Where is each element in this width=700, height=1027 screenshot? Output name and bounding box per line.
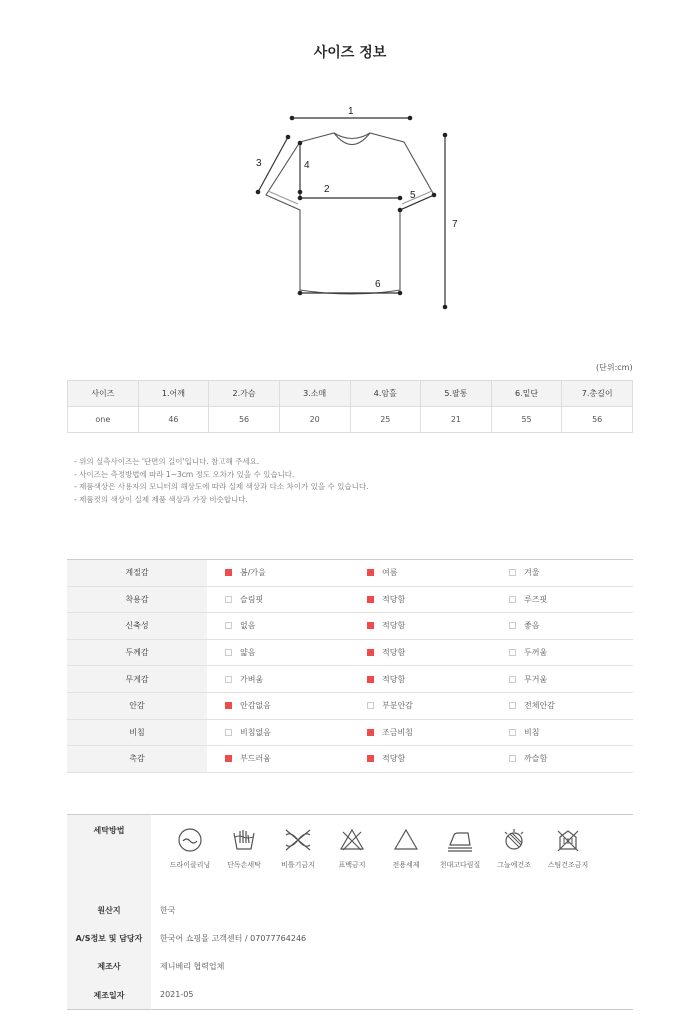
feel-row-label: 착용감 xyxy=(67,586,207,613)
tshirt-outline xyxy=(266,133,434,294)
feel-row-label: 비침 xyxy=(67,719,207,746)
feel-option xyxy=(207,560,349,587)
table-row xyxy=(67,746,633,773)
note-line: - 사이즈는 측정방법에 따라 1~3cm 정도 오차가 있을 수 있습니다. xyxy=(74,469,295,479)
icon-label: 비틀기금지 xyxy=(281,861,315,869)
checked-box-icon xyxy=(367,676,374,683)
manufacture-date-value: 2021-05 xyxy=(160,990,194,999)
feel-row-label: 신축성 xyxy=(67,613,207,640)
icon-label: 전용세제 xyxy=(392,861,420,869)
feel-option xyxy=(349,746,491,773)
checked-box-icon xyxy=(367,622,374,629)
feel-row-label: 촉감 xyxy=(67,746,207,773)
hand-wash-icon xyxy=(214,827,274,870)
feel-option-label: 적당함 xyxy=(382,674,406,684)
feel-option xyxy=(349,692,491,719)
feel-option xyxy=(349,719,491,746)
feel-option xyxy=(207,692,349,719)
diagram-label-4: 4 xyxy=(304,160,310,171)
unit-label: (단위:cm) xyxy=(596,363,633,372)
feel-option xyxy=(207,613,349,640)
shade-dry-icon xyxy=(484,827,544,870)
feel-option xyxy=(349,613,491,640)
fabric-feel-table xyxy=(67,559,633,773)
feel-option-label: 조금비침 xyxy=(382,727,413,737)
measure-lines xyxy=(258,118,445,307)
feel-option-label: 두꺼움 xyxy=(524,648,548,658)
feel-option-label: 좋음 xyxy=(524,621,540,631)
diagram-label-3: 3 xyxy=(256,158,262,169)
icon-label: 스팀건조금지 xyxy=(547,861,589,869)
feel-option-label: 루즈핏 xyxy=(524,594,548,604)
feel-option-label: 부드러움 xyxy=(240,754,271,764)
table-row xyxy=(67,666,633,693)
table-row xyxy=(67,586,633,613)
table-row xyxy=(68,407,633,433)
feel-option xyxy=(207,746,349,773)
size-header: 4.암홀 xyxy=(350,381,421,407)
table-row xyxy=(67,613,633,640)
feel-option-label: 안감없음 xyxy=(240,701,271,711)
checked-box-icon xyxy=(367,729,374,736)
size-cell: 56 xyxy=(562,407,633,433)
feel-option xyxy=(491,692,633,719)
feel-option-label: 여름 xyxy=(382,568,398,578)
diagram-label-6: 6 xyxy=(375,279,381,290)
feel-row-label: 계절감 xyxy=(67,560,207,587)
checked-box-icon xyxy=(225,702,232,709)
dry-clean-icon xyxy=(160,827,220,870)
feel-option-label: 얇음 xyxy=(240,648,256,658)
icon-label: 드라이클리닝 xyxy=(169,861,211,869)
unchecked-box-icon xyxy=(225,596,232,603)
size-cell: 20 xyxy=(279,407,350,433)
size-header: 6.밑단 xyxy=(491,381,562,407)
feel-option-label: 적당함 xyxy=(382,594,406,604)
manufacturer-label: 제조사 xyxy=(97,962,121,971)
note-line: - 제품색상은 사용자의 모니터의 해상도에 따라 실제 색상과 다소 차이가 있을 수 있습니다. xyxy=(74,482,369,491)
checked-box-icon xyxy=(367,569,374,576)
feel-option xyxy=(491,719,633,746)
diagram-label-7: 7 xyxy=(452,219,458,230)
size-cell: 56 xyxy=(209,407,280,433)
as-info-label: A/S정보 및 담당자 xyxy=(75,934,143,943)
as-info-value: 한국어 쇼핑몰 고객센터 / 07077764246 xyxy=(160,934,307,943)
feel-option xyxy=(207,719,349,746)
table-row xyxy=(67,719,633,746)
feel-option-label: 없음 xyxy=(240,621,256,631)
table-row xyxy=(67,692,633,719)
unchecked-box-icon xyxy=(367,702,374,709)
manufacturer-value: 제니베리 협력업체 xyxy=(160,962,225,971)
feel-option xyxy=(349,560,491,587)
unchecked-box-icon xyxy=(225,676,232,683)
unchecked-box-icon xyxy=(225,649,232,656)
size-notes xyxy=(74,456,369,506)
table-row xyxy=(67,639,633,666)
no-bleach-icon xyxy=(322,827,382,870)
feel-row-label: 안감 xyxy=(67,692,207,719)
unchecked-box-icon xyxy=(509,596,516,603)
size-cell: one xyxy=(68,407,139,433)
care-info-section xyxy=(67,814,633,1010)
size-cell: 25 xyxy=(350,407,421,433)
feel-option-label: 무거움 xyxy=(524,674,548,684)
unchecked-box-icon xyxy=(509,755,516,762)
manufacture-date-label: 제조일자 xyxy=(93,991,125,1000)
size-table-header xyxy=(68,381,633,407)
tshirt-measure-diagram xyxy=(240,100,470,320)
checked-box-icon xyxy=(225,755,232,762)
feel-option-label: 비침없음 xyxy=(240,727,271,737)
feel-option xyxy=(491,560,633,587)
feel-option xyxy=(491,639,633,666)
feel-option-label: 슬림핏 xyxy=(240,594,264,604)
unchecked-box-icon xyxy=(509,569,516,576)
unchecked-box-icon xyxy=(509,702,516,709)
feel-option xyxy=(207,586,349,613)
neutral-detergent-icon xyxy=(376,827,436,870)
feel-option xyxy=(491,586,633,613)
unchecked-box-icon xyxy=(225,729,232,736)
diagram-label-5: 5 xyxy=(410,190,416,201)
iron-cloth-icon xyxy=(430,827,490,870)
feel-option xyxy=(207,666,349,693)
icon-label: 표백금지 xyxy=(338,861,366,869)
page-title: 사이즈 정보 xyxy=(313,45,387,61)
feel-option xyxy=(349,639,491,666)
note-line: - 제품컷의 색상이 실제 제품 색상과 가장 비슷합니다. xyxy=(74,494,248,504)
icon-label: 그늘에건조 xyxy=(497,861,531,869)
unchecked-box-icon xyxy=(509,676,516,683)
size-cell: 21 xyxy=(421,407,492,433)
checked-box-icon xyxy=(367,649,374,656)
size-header: 7.총길이 xyxy=(562,381,633,407)
note-line: - 위의 실측사이즈는 '단면의 길이'입니다. 참고해 주세요. xyxy=(74,457,260,466)
unchecked-box-icon xyxy=(225,622,232,629)
icon-label: 천대고다림질 xyxy=(439,861,481,869)
unchecked-box-icon xyxy=(509,622,516,629)
no-wring-icon xyxy=(268,827,328,870)
checked-box-icon xyxy=(367,596,374,603)
feel-option-label: 전체안감 xyxy=(524,701,555,711)
feel-option xyxy=(349,666,491,693)
size-header: 1.어깨 xyxy=(138,381,209,407)
feel-option-label: 가벼움 xyxy=(240,674,264,684)
wash-method-label: 세탁방법 xyxy=(93,826,125,835)
feel-option-label: 적당함 xyxy=(382,648,406,658)
diagram-label-1: 1 xyxy=(348,106,354,117)
feel-option xyxy=(207,639,349,666)
feel-option-label: 적당함 xyxy=(382,754,406,764)
origin-label: 원산지 xyxy=(97,906,121,915)
size-cell: 46 xyxy=(138,407,209,433)
table-row xyxy=(67,560,633,587)
feel-option xyxy=(491,613,633,640)
feel-row-label: 두께감 xyxy=(67,639,207,666)
feel-option-label: 적당함 xyxy=(382,621,406,631)
feel-option-label: 비침 xyxy=(524,727,540,737)
origin-value: 한국 xyxy=(160,906,176,915)
icon-label: 단독손세탁 xyxy=(227,861,261,869)
feel-option-label: 겨울 xyxy=(524,568,540,578)
feel-option-label: 부분안감 xyxy=(382,701,413,711)
size-header: 5.팔통 xyxy=(421,381,492,407)
size-header: 사이즈 xyxy=(68,381,139,407)
feel-option xyxy=(491,666,633,693)
checked-box-icon xyxy=(225,569,232,576)
unchecked-box-icon xyxy=(509,729,516,736)
feel-option xyxy=(349,586,491,613)
size-table xyxy=(67,380,633,433)
unchecked-box-icon xyxy=(509,649,516,656)
feel-option-label: 까슬함 xyxy=(524,754,548,764)
size-header: 2.가슴 xyxy=(209,381,280,407)
diagram-label-2: 2 xyxy=(324,184,330,195)
feel-option xyxy=(491,746,633,773)
no-tumble-dry-icon xyxy=(538,827,598,870)
size-cell: 55 xyxy=(491,407,562,433)
feel-option-label: 봄/가을 xyxy=(240,568,266,578)
feel-row-label: 무게감 xyxy=(67,666,207,693)
size-header: 3.소매 xyxy=(279,381,350,407)
checked-box-icon xyxy=(367,755,374,762)
